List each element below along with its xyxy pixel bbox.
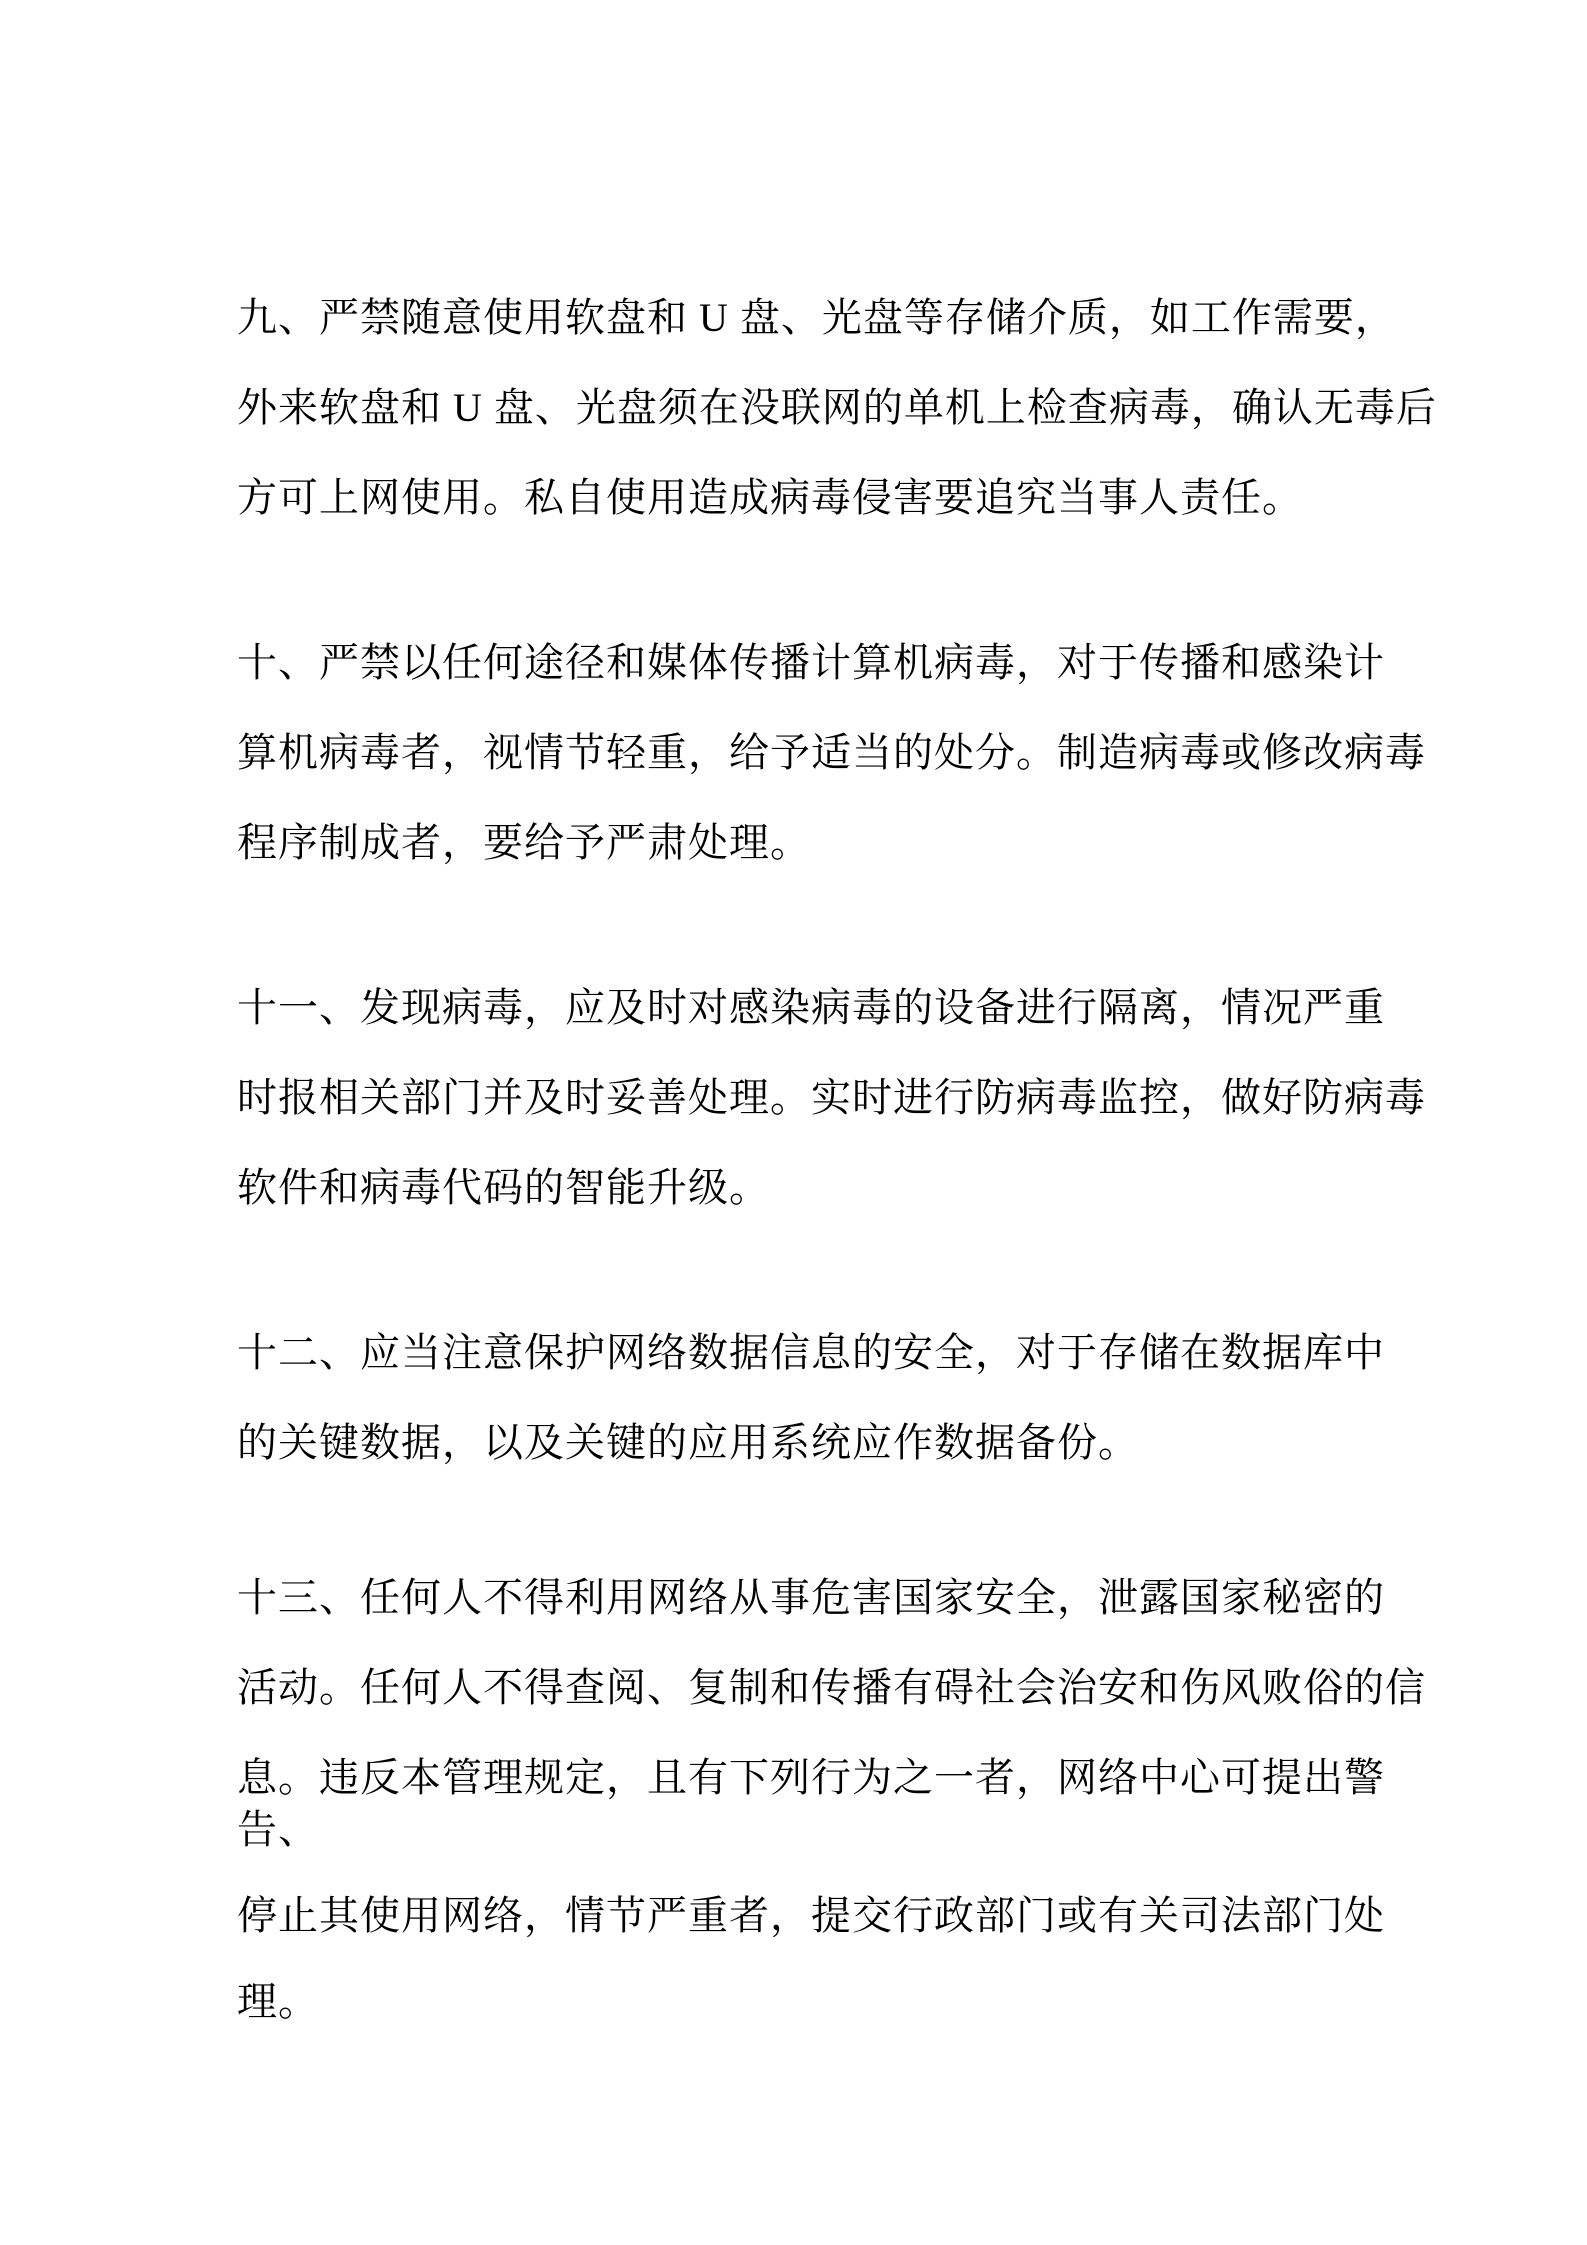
text-line: 程序制成者，要给予严肃处理。 [237, 820, 811, 865]
text-line: 活动。任何人不得查阅、复制和传播有碍社会治安和伤风败俗的信 [237, 1665, 1426, 1710]
text-line: 告、 [237, 1807, 319, 1852]
text-line: 十二、应当注意保护网络数据信息的安全，对于存储在数据库中 [237, 1330, 1385, 1375]
paragraph-item-9 [237, 273, 1437, 543]
text-line: 方可上网使用。私自使用造成病毒侵害要追究当事人责任。 [237, 475, 1303, 520]
text-line: 九、严禁随意使用软盘和 U 盘、光盘等存储介质，如工作需要， [237, 295, 1396, 340]
text-line: 十一、发现病毒，应及时对感染病毒的设备进行隔离，情况严重 [237, 985, 1385, 1030]
text-line: 十三、任何人不得利用网络从事危害国家安全，泄露国家秘密的 [237, 1575, 1385, 1620]
text-line: 时报相关部门并及时妥善处理。实时进行防病毒监控，做好防病毒 [237, 1075, 1426, 1120]
paragraph-item-13-part-2 [237, 1795, 1362, 1865]
text-line: 十、严禁以任何途径和媒体传播计算机病毒，对于传播和感染计 [237, 640, 1385, 685]
paragraph-item-13-part-3 [237, 1873, 1385, 2045]
text-line: 外来软盘和 U 盘、光盘须在没联网的单机上检查病毒，确认无毒后 [237, 385, 1437, 430]
paragraph-item-10 [237, 618, 1426, 888]
paragraph-item-11 [237, 963, 1426, 1233]
text-line: 的关键数据，以及关键的应用系统应作数据备份。 [237, 1420, 1139, 1465]
paragraph-item-12 [237, 1308, 1385, 1488]
text-line: 软件和病毒代码的智能升级。 [237, 1165, 770, 1210]
text-line: 算机病毒者，视情节轻重，给予适当的处分。制造病毒或修改病毒 [237, 730, 1426, 775]
text-line: 理。 [237, 1979, 319, 2024]
paragraph-item-13-part-1 [237, 1553, 1426, 1823]
text-line: 息。违反本管理规定，且有下列行为之一者，网络中心可提出警 [237, 1755, 1385, 1800]
text-line: 停止其使用网络，情节严重者，提交行政部门或有关司法部门处 [237, 1893, 1385, 1938]
